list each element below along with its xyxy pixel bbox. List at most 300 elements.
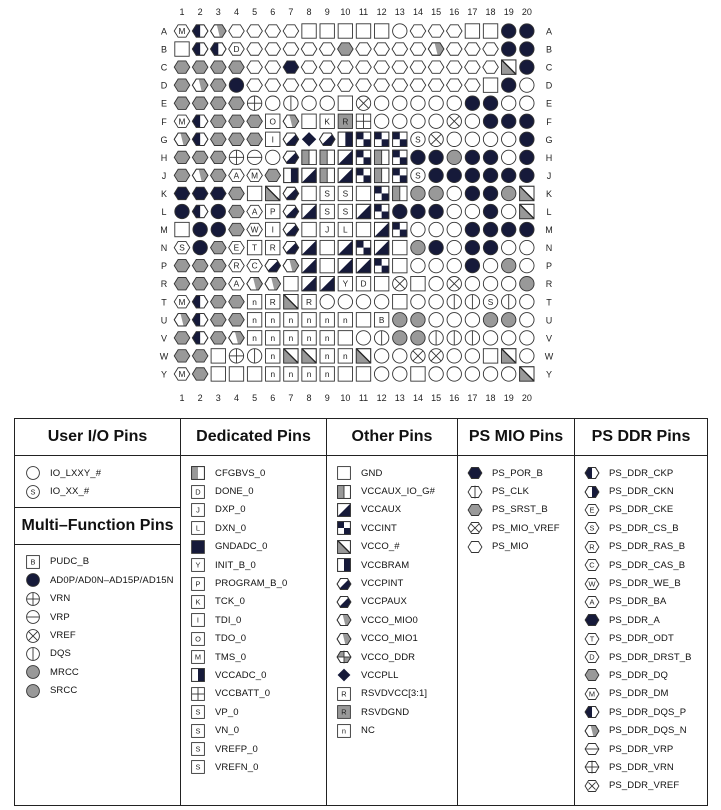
pin-B18 <box>483 43 499 55</box>
legend-label: VCCO_# <box>361 541 400 553</box>
pin-F17 <box>465 114 479 128</box>
svg-text:S: S <box>342 206 349 217</box>
legend-label: VREFP_0 <box>215 743 258 755</box>
pin-F12 <box>374 114 388 128</box>
svg-text:A: A <box>233 170 240 181</box>
pin-J2 <box>192 167 208 184</box>
pin-E5 <box>247 96 261 110</box>
row-label-left: V <box>160 333 168 344</box>
svg-text:n: n <box>324 332 330 343</box>
legend-label: VRP <box>50 611 70 623</box>
svg-text:J: J <box>196 505 200 515</box>
pin-E8 <box>302 96 316 110</box>
pin-T1 <box>174 296 190 308</box>
legend-item <box>181 685 326 703</box>
legend-symbol-icon <box>190 576 206 592</box>
row-label-right: N <box>545 243 553 254</box>
pin-W9 <box>320 349 334 363</box>
pin-N4 <box>229 241 245 253</box>
legend-label: VCCO_MIO1 <box>361 633 418 645</box>
svg-text:n: n <box>306 314 312 325</box>
col-label-bottom: 18 <box>485 393 496 403</box>
col-label-bottom: 13 <box>394 393 405 403</box>
pin-J11 <box>356 168 370 182</box>
legend-label: VCCINT <box>361 522 397 534</box>
pin-R4 <box>229 278 245 290</box>
legend-item <box>575 703 707 721</box>
svg-text:n: n <box>288 332 294 343</box>
pin-W8 <box>302 349 316 363</box>
col-label-bottom: 16 <box>449 393 460 403</box>
pin-H13 <box>393 150 407 164</box>
legend-label: IO_LXXY_# <box>50 467 102 479</box>
pin-K8 <box>302 186 316 200</box>
pin-H11 <box>356 150 370 164</box>
pin-G13 <box>393 132 407 146</box>
svg-text:E: E <box>589 505 595 515</box>
pin-C19 <box>502 60 516 74</box>
pin-P7 <box>283 257 299 274</box>
pin-U15 <box>429 313 443 327</box>
row-label-right: V <box>545 333 553 344</box>
pin-C10 <box>338 61 354 73</box>
pin-T20 <box>520 295 534 309</box>
pin-P1 <box>174 259 190 271</box>
pin-U12 <box>374 313 388 327</box>
pin-B13 <box>392 43 408 55</box>
pin-C3 <box>211 61 227 73</box>
pin-J13 <box>393 168 407 182</box>
pin-E18 <box>483 96 497 110</box>
svg-text:S: S <box>415 170 421 181</box>
legend-item <box>575 611 707 629</box>
col-label-bottom: 3 <box>215 393 221 403</box>
legend-symbol-icon <box>584 520 600 536</box>
legend-col-dedicated <box>181 419 327 805</box>
legend-symbol-icon <box>584 649 600 665</box>
pin-E20 <box>520 96 534 110</box>
row-label-left: M <box>160 225 168 236</box>
legend-label: PS_DDR_VRN <box>609 761 674 773</box>
pin-D11 <box>356 79 372 91</box>
pin-K16 <box>447 186 461 200</box>
col-label-top: 20 <box>521 7 532 17</box>
row-label-left: Y <box>160 369 168 380</box>
legend-item <box>181 666 326 684</box>
svg-text:D: D <box>589 652 595 662</box>
legend-label: DQS <box>50 648 71 660</box>
pin-V1 <box>174 332 190 344</box>
pin-F13 <box>393 114 407 128</box>
ps-mio-header: PS MIO Pins <box>458 419 574 456</box>
pin-P9 <box>320 258 334 272</box>
legend-symbol-icon <box>336 704 352 720</box>
legend-symbol-icon <box>584 667 600 683</box>
pin-V7 <box>284 331 298 345</box>
legend-label: VP_0 <box>215 706 239 718</box>
legend-item <box>575 777 707 795</box>
pin-P19 <box>502 258 516 272</box>
pin-N20 <box>520 240 534 254</box>
pin-E6 <box>266 96 280 110</box>
pin-H12 <box>374 150 388 164</box>
legend-label: SRCC <box>50 685 78 697</box>
pin-M7 <box>282 221 299 238</box>
svg-text:n: n <box>270 350 276 361</box>
legend-item <box>327 482 457 500</box>
pin-N8 <box>302 240 316 254</box>
pin-B5 <box>247 43 263 55</box>
pin-W14 <box>411 349 425 363</box>
row-label-right: K <box>545 188 553 199</box>
pin-N5 <box>247 240 261 254</box>
legend-symbol-icon <box>190 520 206 536</box>
pin-G2 <box>192 131 208 148</box>
pin-G1 <box>174 131 190 148</box>
pin-P12 <box>374 258 388 272</box>
pin-G16 <box>447 132 461 146</box>
pin-D6 <box>265 79 281 91</box>
dedicated-list <box>181 456 326 777</box>
pin-P8 <box>302 258 316 272</box>
pin-H4 <box>229 150 243 164</box>
legend-item <box>181 740 326 758</box>
legend-item <box>181 758 326 776</box>
pin-Y6 <box>266 367 280 381</box>
pin-F7 <box>283 113 299 130</box>
pin-W17 <box>465 349 479 363</box>
svg-text:M: M <box>194 652 202 662</box>
svg-text:n: n <box>252 332 257 343</box>
pin-U4 <box>229 314 245 326</box>
row-label-left: K <box>160 188 168 199</box>
pin-Y10 <box>338 367 352 381</box>
pin-A5 <box>247 25 263 37</box>
legend-label: VCCAUX_IO_G# <box>361 486 436 498</box>
pin-H18 <box>483 150 497 164</box>
pin-Y16 <box>447 367 461 381</box>
pin-Y7 <box>284 367 298 381</box>
pin-P18 <box>483 258 497 272</box>
pin-E9 <box>320 96 334 110</box>
multi-function-header: Multi–Function Pins <box>15 507 180 545</box>
svg-text:n: n <box>252 314 257 325</box>
pin-W11 <box>356 349 370 363</box>
pin-B9 <box>319 43 335 55</box>
legend-symbol-icon <box>336 520 352 536</box>
pin-M9 <box>320 222 334 236</box>
legend-symbol-icon <box>584 686 600 702</box>
pin-F5 <box>247 115 263 127</box>
pin-K2 <box>192 187 208 199</box>
pin-F20 <box>520 114 534 128</box>
legend-label: TCK_0 <box>215 596 246 608</box>
legend-symbol-icon <box>190 686 206 702</box>
col-label-bottom: 10 <box>340 393 351 403</box>
svg-text:n: n <box>288 314 294 325</box>
col-label-bottom: 20 <box>521 393 532 403</box>
row-label-right: A <box>545 26 553 37</box>
pin-L20 <box>520 204 534 218</box>
pin-C7 <box>283 61 299 73</box>
legend-label: VCCO_MIO0 <box>361 614 418 626</box>
legend-item <box>327 538 457 556</box>
pin-H15 <box>429 150 443 164</box>
col-label-bottom: 14 <box>412 393 423 403</box>
pin-J17 <box>465 168 479 182</box>
pin-G7 <box>282 131 299 148</box>
row-label-right: T <box>546 297 552 308</box>
legend-label: PS_POR_B <box>492 467 543 479</box>
pin-V19 <box>502 331 516 345</box>
col-label-top: 7 <box>288 7 294 17</box>
pin-K18 <box>483 186 497 200</box>
legend-symbol-icon <box>584 778 600 794</box>
ps-mio-list <box>458 456 574 556</box>
pin-E11 <box>356 96 370 110</box>
legend-symbol-icon <box>467 465 483 481</box>
legend-item <box>181 611 326 629</box>
pin-T12 <box>374 295 388 309</box>
legend-symbol-icon <box>25 465 41 481</box>
row-label-left: U <box>160 315 168 326</box>
row-label-right: D <box>545 80 553 91</box>
col-label-top: 12 <box>376 7 387 17</box>
pin-J6 <box>265 169 281 181</box>
legend-label: DXN_0 <box>215 522 247 534</box>
svg-text:C: C <box>251 260 258 271</box>
legend-item <box>327 464 457 482</box>
pin-Y14 <box>411 367 425 381</box>
row-label-left: J <box>161 170 167 181</box>
pin-W6 <box>266 349 280 363</box>
col-label-top: 3 <box>215 7 221 17</box>
col-label-top: 15 <box>431 7 442 17</box>
pin-B15 <box>428 40 444 57</box>
legend-symbol-icon <box>190 612 206 628</box>
pin-H5 <box>247 150 261 164</box>
pin-P2 <box>192 259 208 271</box>
pin-E10 <box>338 96 352 110</box>
legend-symbol-icon <box>467 520 483 536</box>
pin-K6 <box>266 186 280 200</box>
svg-text:R: R <box>341 707 347 717</box>
pin-C17 <box>465 61 481 73</box>
svg-text:T: T <box>252 242 258 253</box>
legend-symbol-icon <box>336 612 352 628</box>
legend-item <box>15 608 180 626</box>
legend-symbol-icon <box>190 704 206 720</box>
pin-F8 <box>302 114 316 128</box>
pin-M4 <box>229 223 245 235</box>
svg-text:n: n <box>270 368 276 379</box>
pin-A16 <box>446 25 462 37</box>
legend-item <box>15 464 180 482</box>
legend-symbol-icon <box>584 612 600 628</box>
pin-P6 <box>264 257 281 274</box>
pin-V2 <box>192 329 208 346</box>
legend-symbol-icon <box>336 465 352 481</box>
legend-label: PS_DDR_DQS_P <box>609 706 687 718</box>
pin-N2 <box>193 240 207 254</box>
legend-symbol-icon <box>190 465 206 481</box>
legend-label: PUDC_B <box>50 556 90 568</box>
pin-A14 <box>410 25 426 37</box>
pin-E1 <box>174 97 190 109</box>
svg-text:Y: Y <box>195 560 201 570</box>
svg-text:n: n <box>306 368 312 379</box>
user-io-header: User I/O Pins <box>15 419 180 456</box>
legend-item <box>327 666 457 684</box>
pin-Y17 <box>465 367 479 381</box>
pin-A8 <box>302 24 316 38</box>
legend-label: VCCPINT <box>361 578 404 590</box>
pin-D8 <box>301 79 317 91</box>
pin-R20 <box>520 277 534 291</box>
pin-A3 <box>211 22 227 39</box>
legend-label: PS_DDR_CS_B <box>609 522 679 534</box>
pin-W20 <box>520 349 534 363</box>
pin-T19 <box>502 295 516 309</box>
row-label-right: M <box>545 225 553 236</box>
pin-L12 <box>374 204 388 218</box>
col-label-bottom: 6 <box>270 393 276 403</box>
svg-text:E: E <box>233 242 240 253</box>
pin-Y11 <box>356 367 370 381</box>
svg-text:A: A <box>233 278 240 289</box>
pin-P3 <box>211 259 227 271</box>
pin-E17 <box>465 96 479 110</box>
legend-symbol-icon <box>584 723 600 739</box>
pin-K13 <box>393 186 407 200</box>
pin-B16 <box>446 43 462 55</box>
legend-label: PS_DDR_CAS_B <box>609 559 686 571</box>
legend-label: VRN <box>50 593 71 605</box>
row-label-right: P <box>545 261 553 272</box>
legend-label: VN_0 <box>215 725 240 737</box>
ps-ddr-header: PS DDR Pins <box>575 419 707 456</box>
pin-L18 <box>483 204 497 218</box>
svg-text:S: S <box>415 134 421 145</box>
svg-text:D: D <box>360 278 367 289</box>
col-label-top: 13 <box>394 7 405 17</box>
pin-J4 <box>229 169 245 181</box>
col-label-top: 16 <box>449 7 460 17</box>
pin-K5 <box>247 186 261 200</box>
row-label-left: C <box>160 62 168 73</box>
pin-G5 <box>247 133 263 145</box>
legend-label: PS_DDR_BA <box>609 596 667 608</box>
pin-D5 <box>247 79 263 91</box>
pin-E13 <box>393 96 407 110</box>
legend-item <box>575 464 707 482</box>
svg-text:S: S <box>195 763 201 773</box>
legend-symbol-icon <box>584 704 600 720</box>
legend-symbol-icon <box>25 664 41 680</box>
legend-label: PS_DDR_VRP <box>609 743 674 755</box>
pin-G14 <box>411 132 425 146</box>
pin-Y5 <box>247 367 261 381</box>
pin-C13 <box>392 61 408 73</box>
pin-C15 <box>428 61 444 73</box>
legend-item <box>15 663 180 681</box>
legend-label: PS_CLK <box>492 486 530 498</box>
legend-item <box>575 758 707 776</box>
legend-label: CFGBVS_0 <box>215 467 266 479</box>
pin-R11 <box>356 277 370 291</box>
pin-J10 <box>338 168 352 182</box>
pin-D20 <box>520 78 534 92</box>
pin-R13 <box>393 277 407 291</box>
pin-M11 <box>356 222 370 236</box>
pin-N14 <box>411 240 425 254</box>
pin-J20 <box>520 168 534 182</box>
pin-V17 <box>465 331 479 345</box>
pin-H3 <box>211 151 227 163</box>
pin-N7 <box>282 239 299 256</box>
pin-C6 <box>265 61 281 73</box>
legend-col-user-io <box>15 419 181 805</box>
pin-J19 <box>502 168 516 182</box>
pin-K1 <box>174 187 190 199</box>
pin-B7 <box>283 43 299 55</box>
pin-W18 <box>483 349 497 363</box>
svg-text:n: n <box>288 368 294 379</box>
pin-N12 <box>374 240 388 254</box>
legend-symbol-icon <box>190 741 206 757</box>
col-label-bottom: 4 <box>233 393 239 403</box>
legend-label: VCCADC_0 <box>215 669 267 681</box>
pin-M18 <box>483 222 497 236</box>
pin-H1 <box>174 151 190 163</box>
legend-label: PS_DDR_DQS_N <box>609 725 687 737</box>
pin-T10 <box>338 295 352 309</box>
legend-item <box>575 556 707 574</box>
svg-text:n: n <box>324 314 330 325</box>
pin-K10 <box>338 186 352 200</box>
pin-U13 <box>393 313 407 327</box>
pin-W1 <box>174 350 190 362</box>
pin-W3 <box>211 349 225 363</box>
svg-text:n: n <box>324 368 330 379</box>
pin-L8 <box>302 204 316 218</box>
pin-T5 <box>247 295 261 309</box>
pin-B17 <box>465 43 481 55</box>
row-label-right: E <box>545 98 553 109</box>
legend-label: GNDADC_0 <box>215 541 268 553</box>
pin-L16 <box>447 204 461 218</box>
pin-L13 <box>393 204 407 218</box>
pin-L10 <box>338 204 352 218</box>
row-label-right: Y <box>545 369 553 380</box>
legend-symbol-icon <box>584 631 600 647</box>
pin-C9 <box>319 61 335 73</box>
row-label-right: B <box>545 44 553 55</box>
pin-E15 <box>429 96 443 110</box>
svg-text:S: S <box>487 296 494 307</box>
legend-label: NC <box>361 725 375 737</box>
col-label-top: 5 <box>252 7 258 17</box>
pin-K15 <box>429 186 443 200</box>
legend-item <box>181 538 326 556</box>
legend-label: PS_DDR_CKE <box>609 504 674 516</box>
pin-R3 <box>211 278 227 290</box>
legend-symbol-icon <box>584 502 600 518</box>
legend-label: TDI_0 <box>215 614 242 626</box>
legend-item <box>181 593 326 611</box>
pin-N3 <box>211 241 227 253</box>
pin-B10 <box>338 43 354 55</box>
